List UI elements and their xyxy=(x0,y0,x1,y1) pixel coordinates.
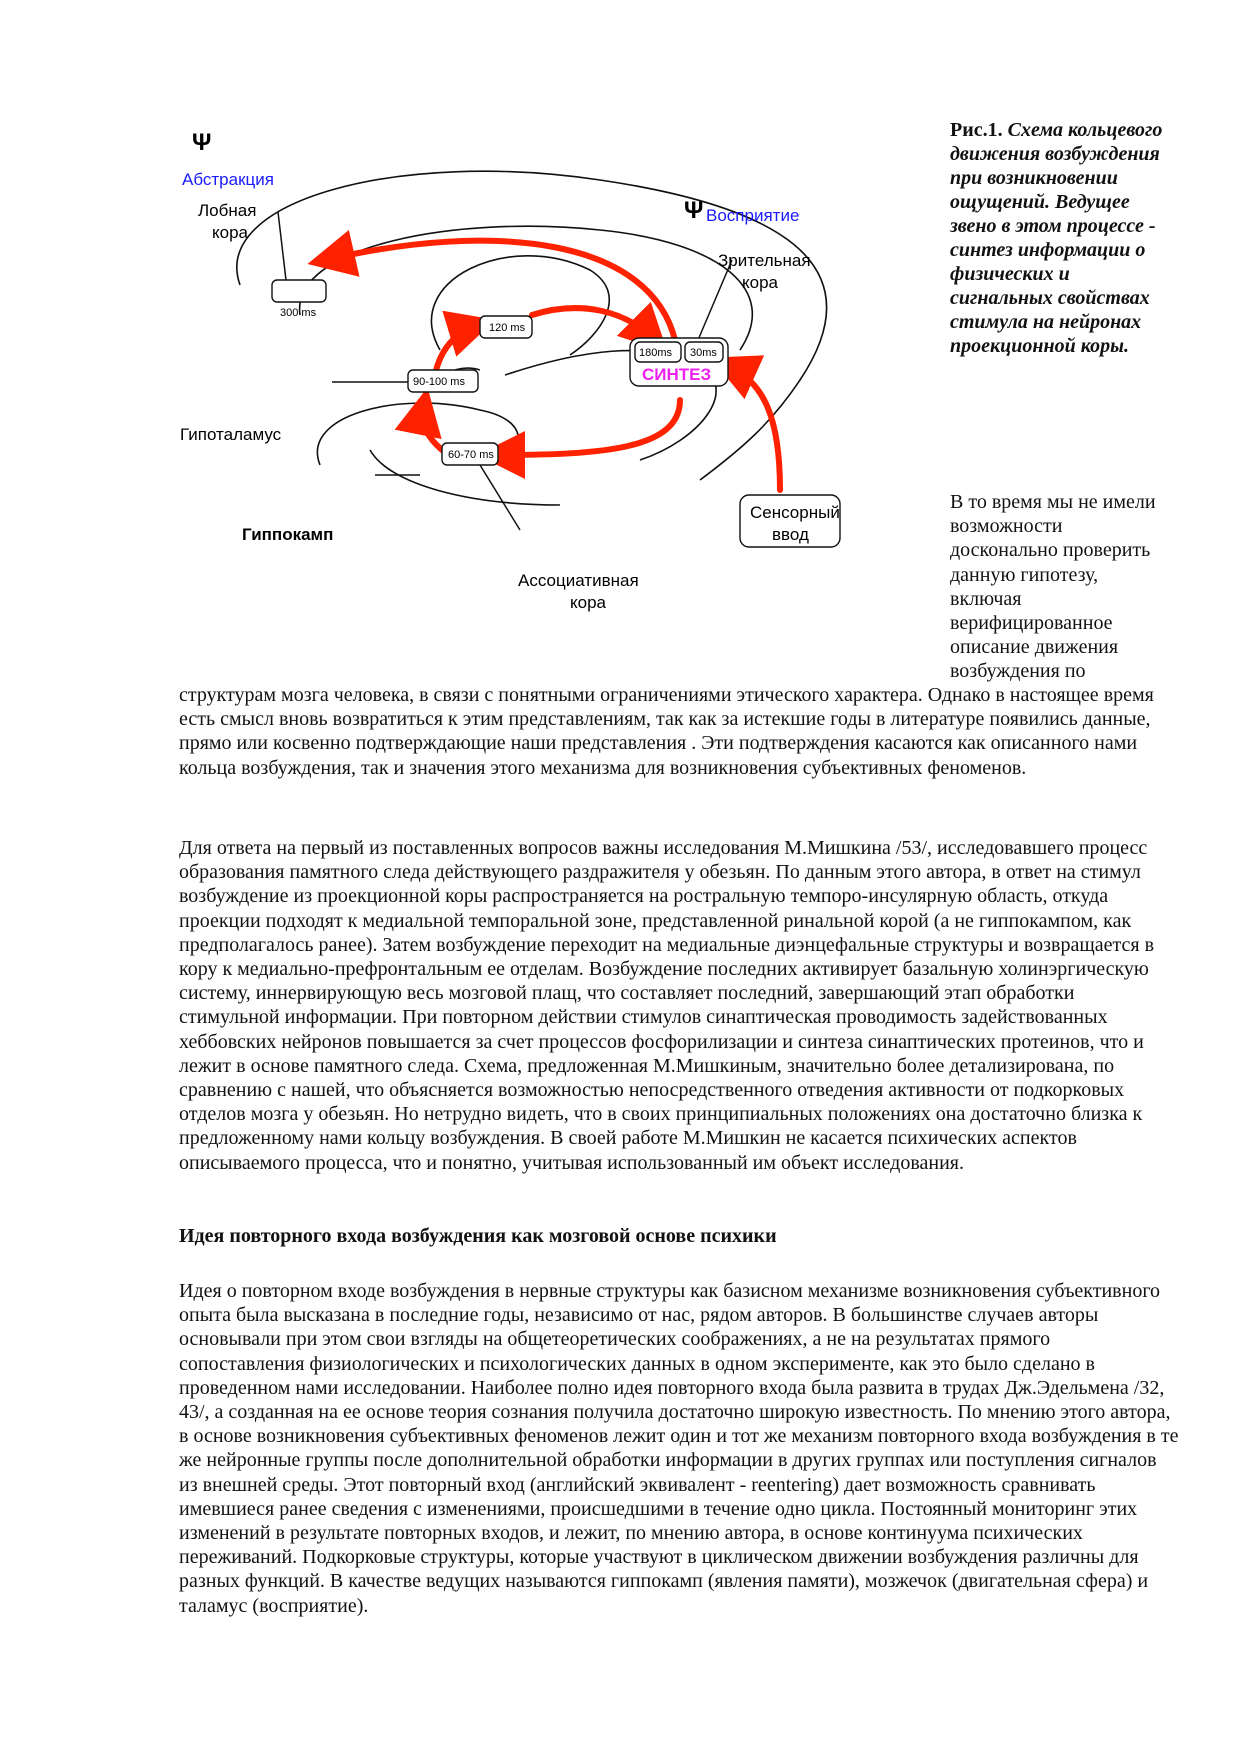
hippocampus-label: Гиппокамп xyxy=(242,525,334,544)
paragraph-2 xyxy=(179,836,1179,1175)
figure-caption xyxy=(950,118,1170,358)
section-heading: Идея повторного входа возбуждения как мозговой основе психики xyxy=(179,1225,777,1247)
time-30: 30ms xyxy=(690,347,717,359)
perception-label: Восприятие xyxy=(706,206,800,225)
figure-caption-label: Рис.1. xyxy=(950,119,1003,141)
frontal-leader xyxy=(278,212,286,280)
hypothalamus-label: Гипоталамус xyxy=(180,425,282,444)
frontal-cortex-line1: Лобная xyxy=(198,201,257,220)
visual-cortex-line1: Зрительная xyxy=(718,251,811,270)
paragraph-3-text: Идея о повторном входе возбуждения в нервные структуры как базисном механизме возникновения субъективного опыта была высказана в последние годы, независимо от нас, рядом авторов. В большинстве случаев авторы основывали при этом свои взгляды на общетеоретических соображениях, а не на результатах прямого сопоставления физиологических и психологических данных в одном эксперименте, как это было сделано в проведенном нами исследовании. Наиболее полно идея повторного входа была развита в трудах Дж.Эдельмена /32, 43/, а созданная на ее основе теория сознания получила достаточно широкую известность. По мнению этого автора, в основе возникновения субъективных феноменов лежит один и тот же механизм повторного входа возбуждения в те же нейронные группы после дополнительной обработки информации в других группах или поступления сигналов из внешней среды. Этот повторный вход (английский эквивалент - reentering) дает возможность сравнивать имевшиеся ранее сведения с изменениями, происшедшими в течение одно цикла. Постоянный мониторинг этих изменений в результате повторных входов, и лежит, по мнению автора, в основе континуума психических переживаний. Подкорковые структуры, которые участвуют в циклическом движении возбуждения различны для разных функций. В качестве ведущих называются гиппокамп (явления памяти), мозжечок (двигательная сфера) и таламус (восприятие). xyxy=(179,1280,1179,1617)
excitation-ring-diagram xyxy=(180,120,940,640)
wrapped-paragraph-start: В то время мы не имели возможности досконально проверить данную гипотезу, включая верифицированное описание движения возбуждения по xyxy=(950,491,1156,683)
arrow-synthesis-to-60 xyxy=(495,400,680,455)
wrapped-text-column xyxy=(950,490,1170,684)
box-300 xyxy=(272,280,326,302)
arrow-sensory-to-synthesis xyxy=(727,365,780,490)
associative-leader xyxy=(480,465,520,530)
associative-cortex-line2: кора xyxy=(570,593,606,612)
frontal-cortex-line2: кора xyxy=(212,223,248,242)
figure-caption-text: Схема кольцевого движения возбуждения при возникновении ощущений. Ведущее звено в этом процессе - синтез информации о физических и сигнальных свойствах стимула на нейронах проекционной коры. xyxy=(950,119,1163,357)
sensory-input-line1: Сенсорный xyxy=(750,503,840,522)
paragraph-1 xyxy=(179,683,1179,780)
visual-cortex-line2: кора xyxy=(742,273,778,292)
psi-symbol-right: Ψ xyxy=(684,197,704,224)
psi-symbol-left: Ψ xyxy=(192,129,212,156)
paragraph-2-text: Для ответа на первый из поставленных вопросов важны исследования М.Мишкина /53/, исследовавшего процесс образования памятного следа действующего раздражителя у обезьян. По данным этого автора, в ответ на стимул возбуждение из проекционной коры распространяется на ростральную темпоро-инсулярную область, откуда проекции подходят к медиальной темпоральной зоне, представленной ринальной корой (а не гиппокампом, как предполагалось ранее). Затем возбуждение переходит на медиальные диэнцефальные структуры и возвращается в кору к медиально-префронтальным ее отделам. Возбуждение последних активирует базальную холинэргическую систему, иннервирующую весь мозговой плащ, что составляет последний, завершающий этап обработки стимульной информации. При повторном действии стимулов синаптическая проводимость задействованных хеббовских нейронов повышается за счет процессов фосфорилизации и синтеза синаптических протеинов, что и лежит в основе памятного следа. Схема, предложенная М.Мишкиным, значительно более детализирована, по сравнению с нашей, что объясняется возможностью непосредственного отведения активности от подкорковых отделов мозга у обезьян. Но нетрудно видеть, что в своих принципиальных положениях она достаточно близка к предложенному нами кольцу возбуждения. В своей работе М.Мишкин не касается психических аспектов описываемого процесса, что и понятно, учитывая использованный им объект исследования. xyxy=(179,837,1155,1174)
arrow-60-to-90 xyxy=(423,405,442,450)
visual-leader xyxy=(698,260,732,340)
sensory-input-line2: ввод xyxy=(772,525,809,544)
paragraph-1-text: структурам мозга человека, в связи с понятными ограничениями этического характера. Однако в настоящее время есть смысл вновь возвратиться к этим представлениям, так как за истекшие годы в литературе появились данные, прямо или косвенно подтверждающие наши представления . Эти подтверждения касаются как описанного нами кольца возбуждения, так и значения этого механизма для возникновения субъективных феноменов. xyxy=(179,684,1154,779)
time-90-100: 90-100 ms xyxy=(413,376,465,388)
paragraph-3 xyxy=(179,1279,1179,1618)
time-120: 120 ms xyxy=(489,322,526,334)
time-180: 180ms xyxy=(639,347,673,359)
associative-cortex-line1: Ассоциативная xyxy=(518,571,639,590)
synthesis-label: СИНТЕЗ xyxy=(642,365,712,384)
time-300: 300 ms xyxy=(280,307,317,319)
abstraction-label: Абстракция xyxy=(182,170,274,189)
time-60-70: 60-70 ms xyxy=(448,449,494,461)
